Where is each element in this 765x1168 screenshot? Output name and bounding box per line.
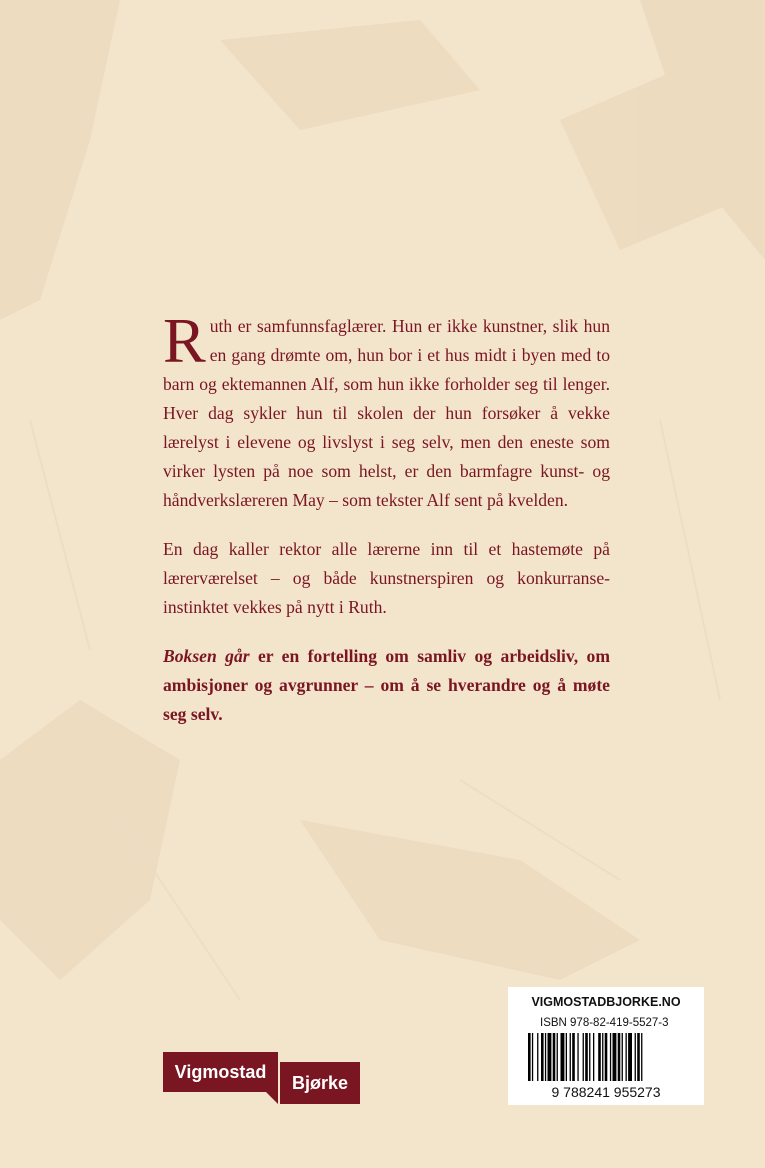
back-cover-blurb: [163, 305, 610, 749]
barcode-panel: [508, 987, 704, 1105]
blurb-paragraph-3: [163, 642, 610, 729]
barcode-icon: [514, 1031, 698, 1101]
publisher-logo: [163, 1052, 363, 1108]
isbn-text: ISBN 978-82-419-5527-3: [540, 1017, 669, 1029]
logo-speech-tail: [266, 1092, 278, 1104]
blurb-paragraph-3-text: er en fortelling om samliv og arbeidsliv, om ambisjoner og avgrunner – om å se hverandre og å møte seg selv.: [163, 646, 610, 724]
drop-cap: R: [163, 305, 206, 376]
book-title: Boksen går: [163, 646, 250, 666]
logo-bjorke: Bjørke: [280, 1062, 360, 1104]
blurb-paragraph-1: [163, 305, 610, 515]
logo-vigmostad: Vigmostad: [163, 1052, 278, 1092]
blurb-paragraph-1-text: uth er samfunnsfaglærer. Hun er ikke kunstner, slik hun en gang drømte om, hun bor i et hus midt i byen med to barn og ektemannen Alf, som hun ikke forholder seg til lenger. Hver dag sykler hun til skolen der hun forsøker å vekke lærelyst i elevene og livslyst i seg selv, men den eneste som virker lysten på noe som helst, er den barmfagre kunst- og håndverkslæreren May – som tekster Alf sent på kvelden.: [163, 316, 610, 510]
barcode-digits: 9 788241 955273: [551, 1084, 661, 1100]
blurb-paragraph-2: En dag kaller rektor alle lærerne inn til et hastemøte på lærerværelset – og både kunstnerspiren og konkurranse-instinktet vekkes på nytt i Ruth.: [163, 539, 610, 617]
publisher-website: VIGMOSTADBJORKE.NO: [531, 995, 681, 1009]
